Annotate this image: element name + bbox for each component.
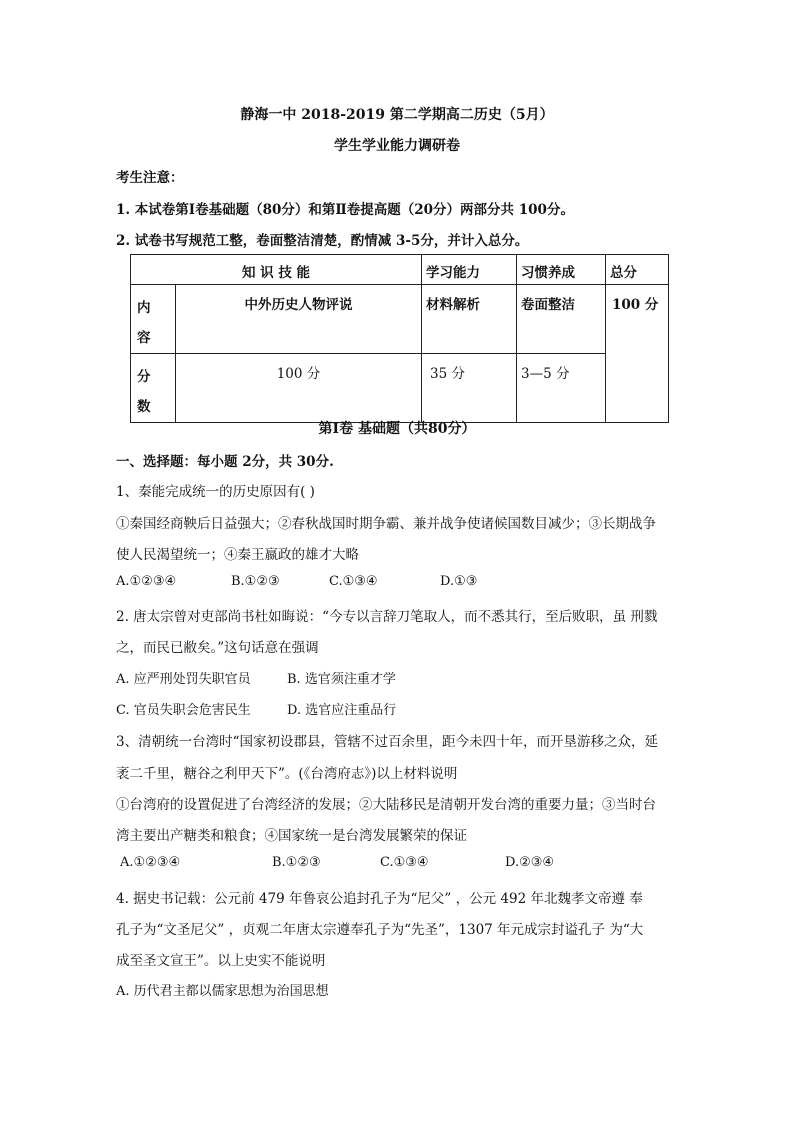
section-title: 第Ⅰ卷 基础题（共80分） [318,421,476,437]
row-label-score-2: 数 [137,399,151,415]
exam-title: 静海一中 2018-2019 第二学期高二历史（5月） [240,107,554,123]
q2-option-a: A. 应严刑处罚失职官员 [116,672,251,687]
score-habit: 3—5 分 [517,354,606,423]
q2-line-2: 之，而民已敝矣。”这句话意在强调 [116,640,319,656]
q3-line-4: 湾主要出产糖类和粮食；④国家统一是台湾发展繁荣的保证 [116,828,467,844]
exam-subtitle: 学生学业能力调研卷 [334,138,460,154]
q2-option-d: D. 选官应注重品行 [287,703,397,718]
q4-line-2: 孔子为“文圣尼父” ，贞观二年唐太宗遵奉孔子为“先圣”，1307 年元成宗封谥孔子 为“大 [116,922,644,938]
table-head-knowledge: 知 识 技 能 [131,255,422,285]
q1-option-a: A.①②③④ [116,574,177,589]
row-label-score-1: 分 [137,369,151,385]
row-label-content-2: 容 [137,330,151,346]
row-label-score [131,354,176,423]
q1-line-3: 使人民渴望统一；④秦王嬴政的雄才大略 [116,547,359,563]
notice-item-2: 2. 试卷书写规范工整，卷面整洁清楚，酌情减 3-5分，并计入总分。 [116,233,529,249]
table-head-habit: 习惯养成 [517,255,606,285]
q3-line-3: ①台湾府的设置促进了台湾经济的发展；②大陆移民是清朝开发台湾的重要力量；③当时台 [116,797,656,813]
content-knowledge: 中外历史人物评说 [176,285,422,354]
q1-option-b: B.①②③ [231,574,280,589]
q1-option-d: D.①③ [440,574,478,589]
q3-option-c: C.①③④ [380,855,429,870]
q3-stem: 3、清朝统一台湾时“国家初设郡县，管辖不过百余里，距今未四十年，而开垦游移之众，延 [116,734,658,750]
q4-line-3: 成至圣文宣王”。以上史实不能说明 [116,953,326,969]
q2-stem: 2. 唐太宗曾对吏部尚书杜如晦说：“今专以言辞刀笔取人，而不悉其行，至后败职，虽 刑戮 [116,609,658,625]
q1-option-c: C.①③④ [329,574,378,589]
total-score: 100 分 [606,285,669,423]
content-ability: 材料解析 [422,285,517,354]
q2-option-c: C. 官员失职会危害民生 [116,703,251,718]
part-heading: 一、选择题：每小题 2分，共 30分. [116,454,334,470]
table-head-total: 总分 [606,255,669,285]
row-label-content [131,285,176,354]
notice-item-1: 1. 本试卷第Ⅰ卷基础题（80分）和第Ⅱ卷提高题（20分）两部分共 100分。 [116,202,574,218]
q3-option-b: B.①②③ [272,855,321,870]
q3-option-d: D.②③④ [505,855,555,870]
score-ability: 35 分 [422,354,517,423]
notice-heading: 考生注意： [116,170,184,186]
content-habit: 卷面整洁 [517,285,606,354]
score-table [130,254,669,423]
q3-option-a: A.①②③④ [120,855,181,870]
q4-stem: 4. 据史书记载：公元前 479 年鲁哀公追封孔子为“尼父” ，公元 492 年北魏孝文帝遵 奉 [116,891,643,907]
score-knowledge: 100 分 [176,354,422,423]
table-head-ability: 学习能力 [422,255,517,285]
q1-stem: 1、秦能完成统一的历史原因有( ) [116,484,315,500]
q4-option-a: A. 历代君主都以儒家思想为治国思想 [116,984,329,999]
q1-line-2: ①秦国经商鞅后日益强大；②春秋战国时期争霸、兼并战争使诸候国数目减少；③长期战争 [116,516,656,532]
q2-option-b: B. 选官须注重才学 [287,672,396,687]
q3-line-2: 袤二千里，糖谷之利甲天下”。(《台湾府志》)以上材料说明 [116,766,458,782]
row-label-content-1: 内 [137,300,151,316]
